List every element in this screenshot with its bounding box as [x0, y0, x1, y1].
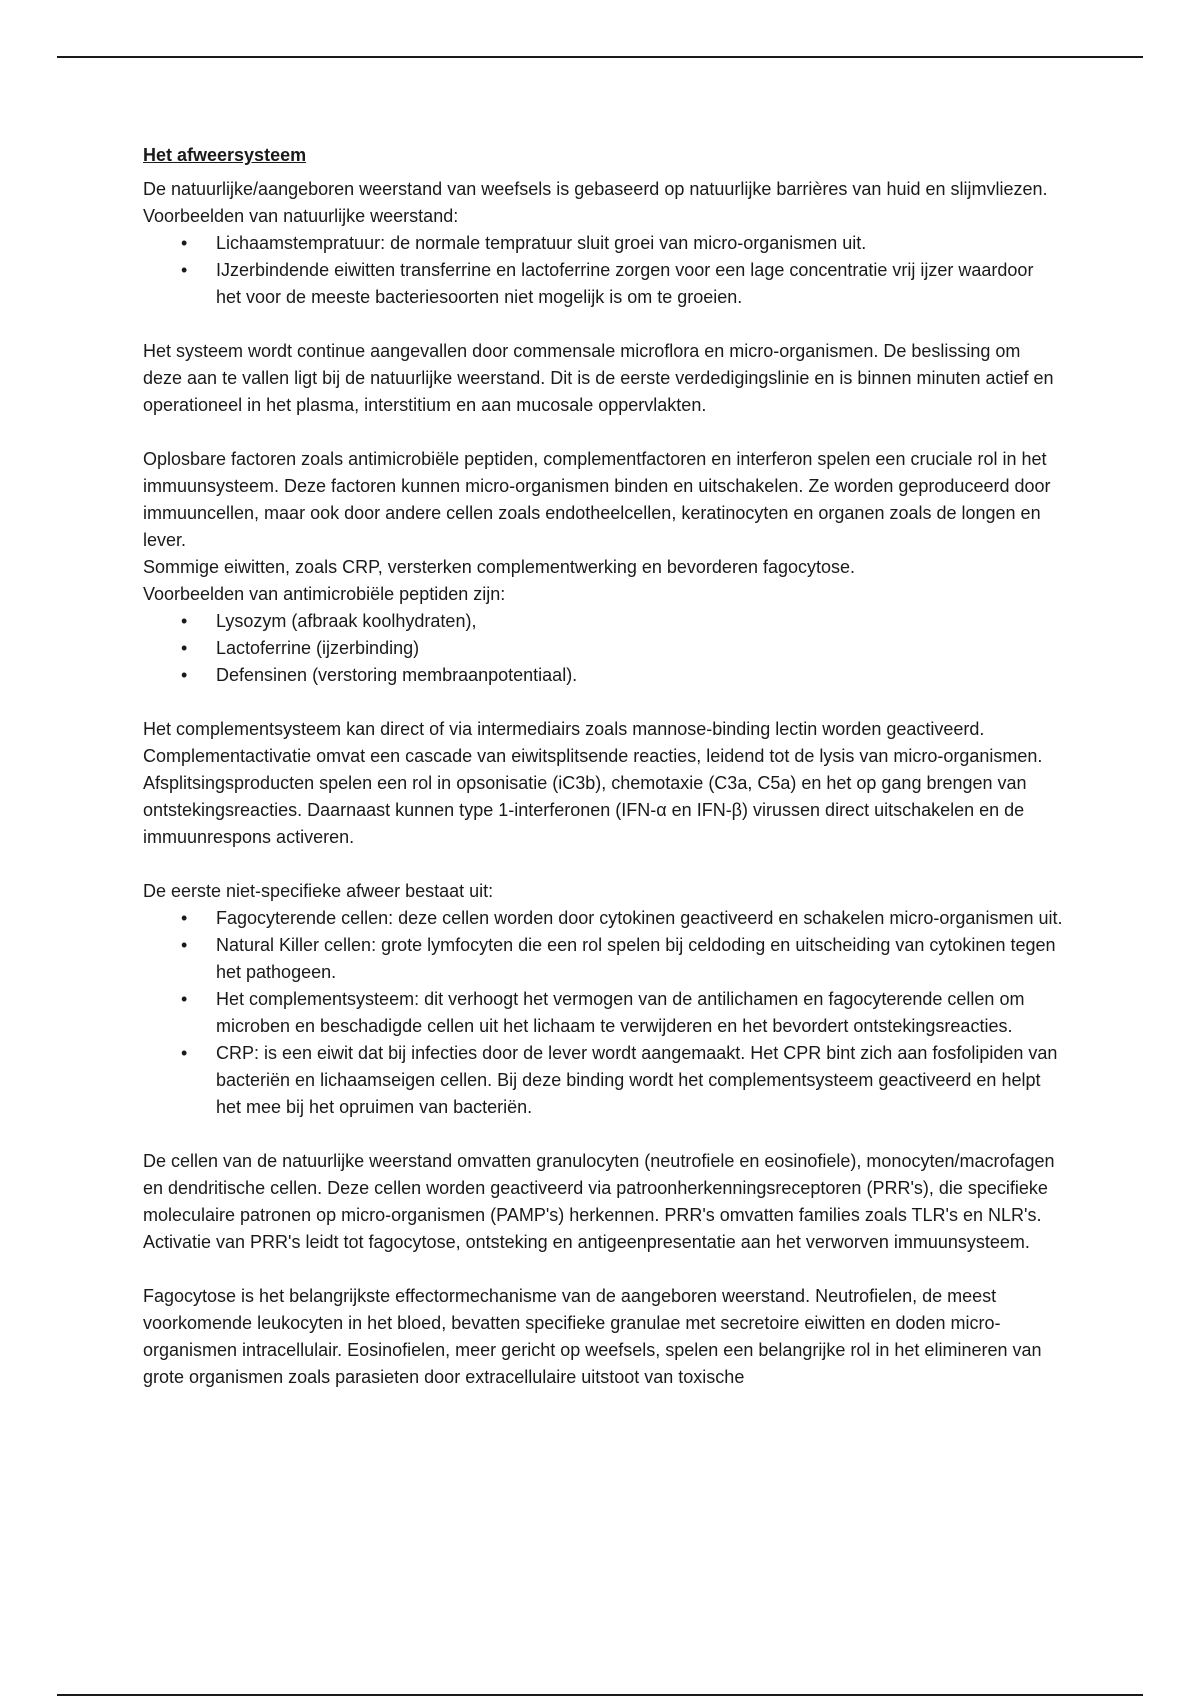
section4-paragraph-1: Het complementsysteem kan direct of via intermediairs zoals mannose-binding lectin worden geactiveerd. — [143, 719, 985, 739]
section7-paragraph: Fagocytose is het belangrijkste effectormechanisme van de aangeboren weerstand. Neutrofielen, de meest voorkomende leukocyten in het bloed, bevatten specifieke granulae met secretoire eiwitten en doden micro-organismen intracellulair. Eosinofielen, meer gericht op weefsels, spelen een belangrijke rol in het elimineren van grote organismen zoals parasieten door extracellulaire uitstoot van toxische — [143, 1286, 1042, 1387]
list-item: • CRP: is een eiwit dat bij infecties door de lever wordt aangemaakt. Het CPR bint zich aan fosfolipiden van bacteriën en lichaamseigen cellen. Bij deze binding wordt het complementsysteem geactiveerd en helpt het mee bij het opruimen van bacteriën. — [143, 1040, 1063, 1121]
list-item: • Lactoferrine (ijzerbinding) — [143, 635, 1063, 662]
footer-rule — [57, 1694, 1143, 1696]
list-item: • Defensinen (verstoring membraanpotentiaal). — [143, 662, 1063, 689]
list-item: • Natural Killer cellen: grote lymfocyten die een rol spelen bij celdoding en uitscheiding van cytokinen tegen het pathogeen. — [143, 932, 1063, 986]
list-item: • Fagocyterende cellen: deze cellen worden door cytokinen geactiveerd en schakelen micro-organismen uit. — [143, 905, 1063, 932]
list-item: • IJzerbindende eiwitten transferrine en lactoferrine zorgen voor een lage concentratie vrij ijzer waardoor het voor de meeste bacteriesoorten niet mogelijk is om te groeien. — [143, 257, 1063, 311]
section1-list — [143, 230, 1063, 311]
header-rule — [57, 56, 1143, 58]
document-body — [143, 142, 1063, 1391]
list-item: • Lysozym (afbraak koolhydraten), — [143, 608, 1063, 635]
section3-list — [143, 608, 1063, 689]
list-item: • Lichaamstempratuur: de normale tempratuur sluit groei van micro-organismen uit. — [143, 230, 1063, 257]
section3-paragraph: Oplosbare factoren zoals antimicrobiële peptiden, complementfactoren en interferon spelen een cruciale rol in het immuunsysteem. Deze factoren kunnen micro-organismen binden en uitschakelen. Ze worden geproduceerd door immuuncellen, maar ook door andere cellen zoals endotheelcellen, keratinocyten en organen zoals de longen en lever. — [143, 449, 1051, 550]
section6-paragraph: De cellen van de natuurlijke weerstand omvatten granulocyten (neutrofiele en eosinofiele), monocyten/macrofagen en dendritische cellen. Deze cellen worden geactiveerd via patroonherkenningsreceptoren (PRR's), die specifieke moleculaire patronen op micro-organismen (PAMP's) herkennen. PRR's omvatten families zoals TLR's en NLR's. Activatie van PRR's leidt tot fagocytose, ontsteking en antigeenpresentatie aan het verworven immuunsysteem. — [143, 1151, 1055, 1252]
section5-intro: De eerste niet-specifieke afweer bestaat uit: — [143, 881, 494, 901]
document-title: Het afweersysteem — [143, 145, 307, 165]
section4-paragraph-2: Complementactivatie omvat een cascade van eiwitsplitsende reacties, leidend tot de lysis van micro-organismen. Afsplitsingsproducten spelen een rol in opsonisatie (iC3b), chemotaxie (C3a, C5a) en het op gang brengen van ontstekingsreacties. Daarnaast kunnen type 1-interferonen (IFN-α en IFN-β) virussen direct uitschakelen en de immuunrespons activeren. — [143, 746, 1043, 847]
section3-list-intro: Voorbeelden van antimicrobiële peptiden zijn: — [143, 584, 506, 604]
section2-paragraph: Het systeem wordt continue aangevallen door commensale microflora en micro-organismen. De beslissing om deze aan te vallen ligt bij de natuurlijke weerstand. Dit is de eerste verdedigingslinie en is binnen minuten actief en operationeel in het plasma, interstitium en aan mucosale oppervlakten. — [143, 341, 1054, 415]
section3-crp-line: Sommige eiwitten, zoals CRP, versterken complementwerking en bevorderen fagocytose. — [143, 557, 856, 577]
section5-list — [143, 905, 1063, 1121]
section1-intro: De natuurlijke/aangeboren weerstand van weefsels is gebaseerd op natuurlijke barrières van huid en slijmvliezen. Voorbeelden van natuurlijke weerstand: — [143, 179, 1048, 226]
list-item: • Het complementsysteem: dit verhoogt het vermogen van de antilichamen en fagocyterende cellen om microben en beschadigde cellen uit het lichaam te verwijderen en het bevordert ontstekingsreacties. — [143, 986, 1063, 1040]
